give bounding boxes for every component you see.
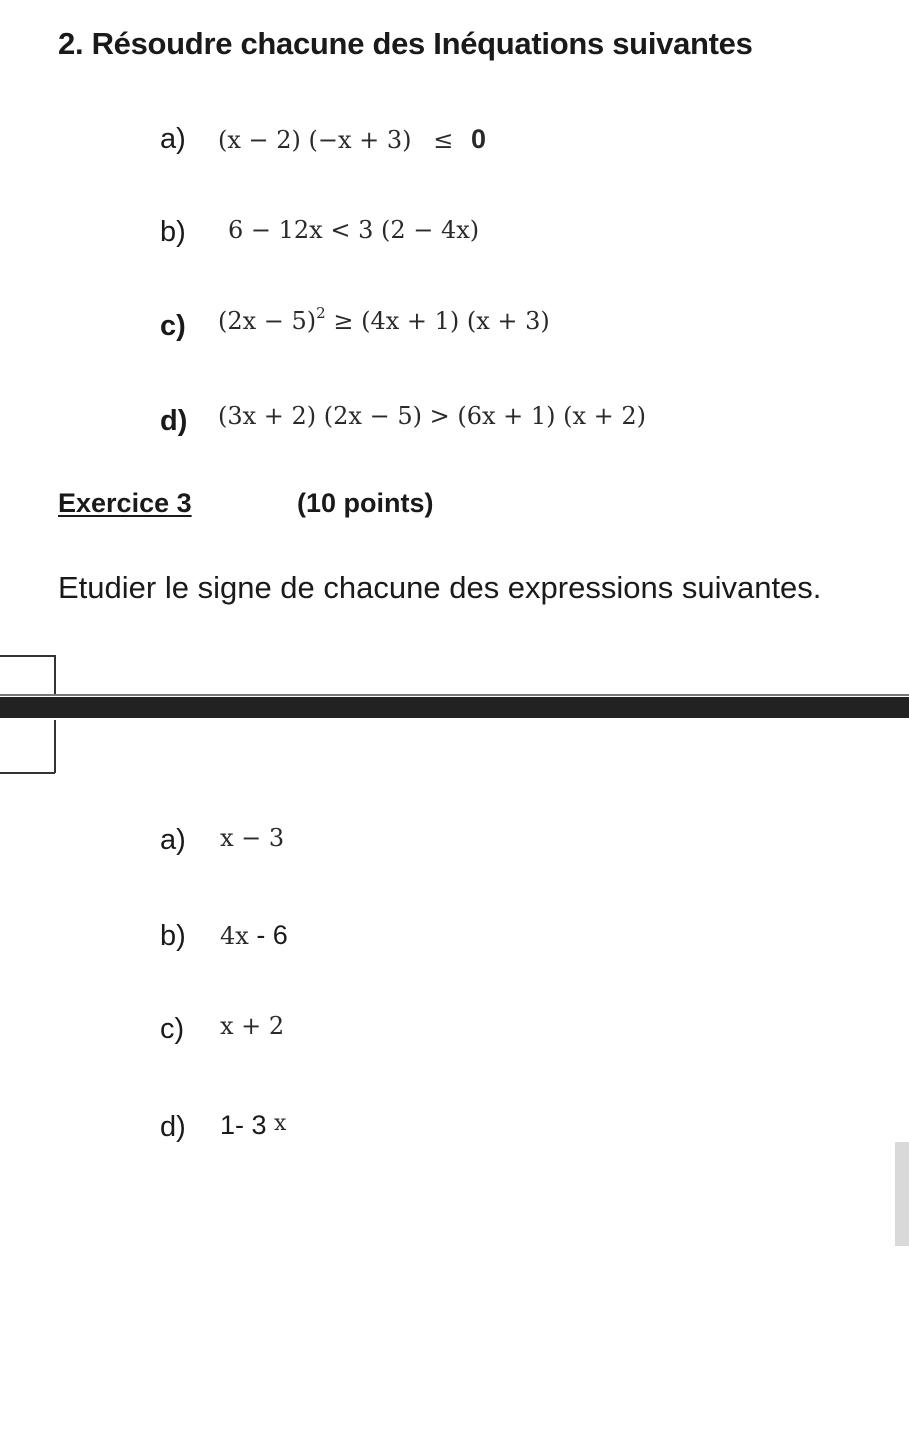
frame-line-top-vertical bbox=[54, 655, 56, 695]
inequation-c-base: (2x − 5) bbox=[218, 307, 317, 335]
scrollbar-strip[interactable] bbox=[895, 1142, 909, 1246]
inequation-a bbox=[218, 124, 486, 155]
inequation-a-relation: ≤ bbox=[433, 126, 454, 154]
ex3-label-a: a) bbox=[160, 824, 186, 856]
ex3-expression-d-var: x bbox=[274, 1111, 287, 1136]
item-label-b: b) bbox=[160, 216, 186, 248]
ex3-expression-d bbox=[220, 1110, 286, 1141]
ex3-expression-a: x − 3 bbox=[220, 824, 285, 852]
inequation-c-exponent: 2 bbox=[316, 304, 326, 322]
item-label-d: d) bbox=[160, 405, 188, 437]
inequation-c-rest: ≥ (4x + 1) (x + 3) bbox=[325, 307, 550, 335]
ex3-label-d: d) bbox=[160, 1111, 186, 1143]
ex3-expression-c: x + 2 bbox=[220, 1012, 285, 1040]
inequation-d: (3x + 2) (2x − 5) > (6x + 1) (x + 2) bbox=[218, 402, 647, 430]
frame-line-bottom bbox=[0, 772, 55, 774]
inequation-a-expr: (x − 2) (−x + 3) bbox=[218, 126, 412, 154]
inequation-c bbox=[218, 306, 550, 335]
ex3-label-b: b) bbox=[160, 920, 186, 952]
inequation-b: 6 − 12x < 3 (2 − 4x) bbox=[228, 216, 480, 244]
frame-line-top bbox=[0, 655, 55, 657]
section-title: 2. Résoudre chacune des Inéquations suivantes bbox=[58, 26, 753, 61]
exercise-instruction: Etudier le signe de chacune des expressions suivantes. bbox=[58, 570, 822, 605]
exercise-heading: Exercice 3 bbox=[58, 488, 192, 518]
ex3-expression-b bbox=[220, 920, 288, 951]
ex3-expression-b-var: 4x bbox=[220, 922, 249, 950]
ex3-expression-d-num: 1- 3 bbox=[220, 1110, 275, 1140]
separator-bar bbox=[0, 697, 909, 718]
separator-thin-line bbox=[0, 694, 909, 696]
item-label-a: a) bbox=[160, 123, 186, 155]
inequation-a-rhs: 0 bbox=[470, 124, 486, 154]
ex3-label-c: c) bbox=[160, 1013, 185, 1045]
item-label-c: c) bbox=[160, 310, 186, 342]
ex3-expression-b-rest: - 6 bbox=[248, 920, 288, 950]
frame-line-bottom-vertical bbox=[54, 720, 56, 773]
exercise-points: (10 points) bbox=[297, 488, 434, 518]
